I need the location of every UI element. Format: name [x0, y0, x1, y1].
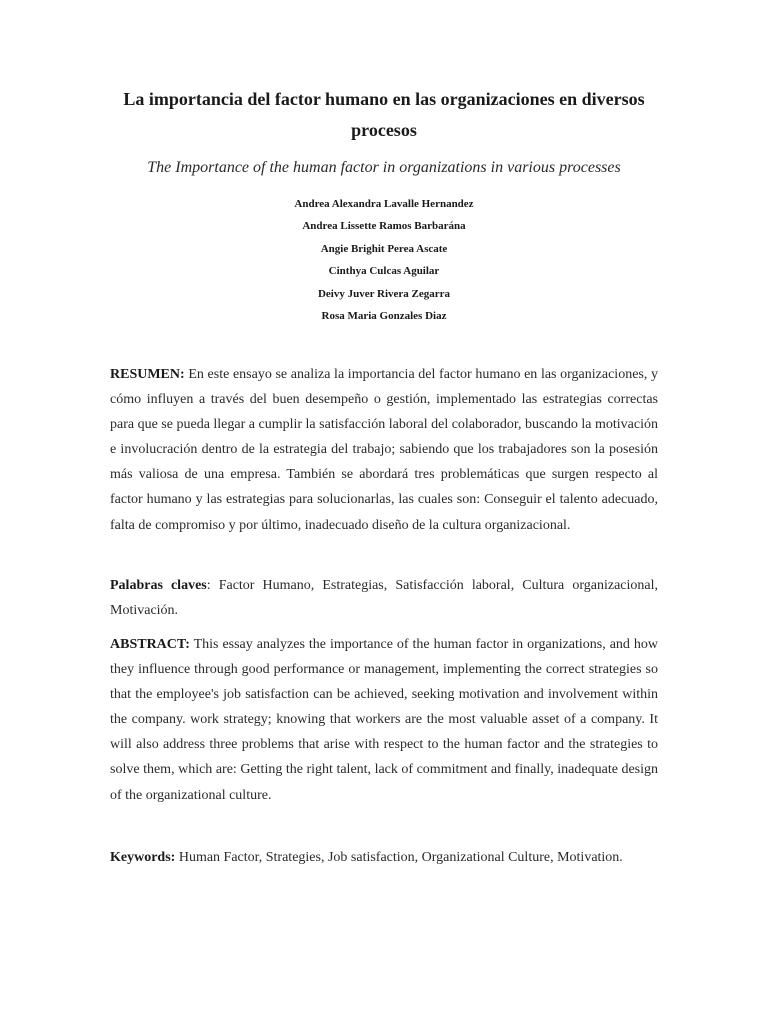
resumen-label: RESUMEN:	[110, 367, 185, 382]
paper-subtitle-english: The Importance of the human factor in organizations in various processes	[147, 159, 621, 176]
keywords-paragraph	[110, 845, 658, 870]
abstract-text: This essay analyzes the importance of the human factor in organizations, and how they influence through good performance or management, implementing the correct strategies so that the employee's job satisfaction can be achieved, seeking motivation and involvement within the company. work strategy; knowing that workers are the most valuable asset of a company. It will also address three problems that arise with respect to the human factor and the strategies to solve them, which are: Getting the right talent, lack of commitment and finally, inadequate design of the organizational culture.	[110, 637, 658, 803]
author-name: Rosa Maria Gonzales Diaz	[321, 309, 447, 322]
author-list	[110, 193, 658, 327]
abstract-label: ABSTRACT:	[110, 637, 190, 652]
abstract-paragraph	[110, 632, 658, 808]
palabras-claves-paragraph	[110, 573, 658, 623]
palabras-claves-label: Palabras claves	[110, 578, 207, 593]
resumen-text: En este ensayo se analiza la importancia del factor humano en las organizaciones, y cómo influyen a través del buen desempeño o gestión, implementado las estrategias correctas para que se pueda llegar a cumplir la satisfacción laboral del colaborador, buscando la motivación e involucración dentro de la estrategia del trabajo; sabiendo que los trabajadores son la posesión más valiosa de una empresa. También se abordará tres problemáticas que surgen respecto al factor humano y las estrategias para solucionarlas, las cuales son: Conseguir el talento adecuado, falta de compromiso y por último, inadecuado diseño de la cultura organizacional.	[110, 367, 659, 533]
resumen-paragraph	[110, 362, 658, 538]
keywords-label: Keywords:	[110, 850, 176, 865]
palabras-claves-text: : Factor Humano, Estrategias, Satisfacción laboral, Cultura organizacional, Motivación.	[110, 578, 658, 619]
author-name: Andrea Lissette Ramos Barbarána	[302, 220, 466, 233]
author-name: Cinthya Culcas Aguilar	[328, 265, 440, 278]
author-name: Angie Brighit Perea Ascate	[320, 242, 448, 255]
author-name: Deivy Juver Rivera Zegarra	[317, 287, 451, 300]
author-name: Andrea Alexandra Lavalle Hernandez	[294, 198, 474, 210]
keywords-text: Human Factor, Strategies, Job satisfaction, Organizational Culture, Motivation.	[178, 850, 623, 865]
paper-title: La importancia del factor humano en las organizaciones en diversos procesos	[123, 89, 645, 140]
